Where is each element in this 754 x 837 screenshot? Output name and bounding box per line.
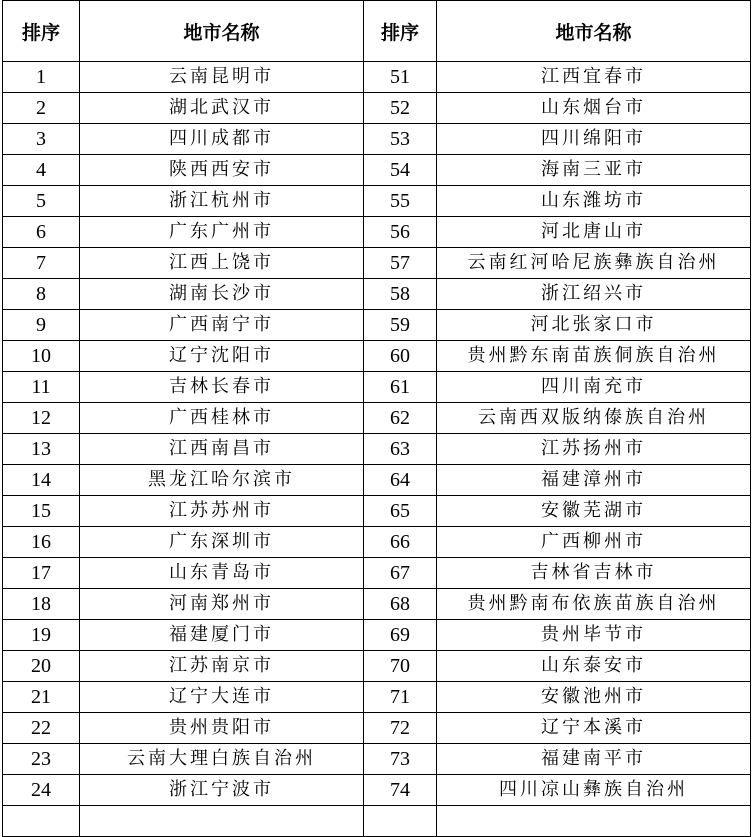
table-row xyxy=(3,372,751,403)
rank-header-right: 排序 xyxy=(364,1,437,62)
table-row xyxy=(3,155,751,186)
rank-cell-right: 69 xyxy=(364,620,437,651)
rank-cell-right: 62 xyxy=(364,403,437,434)
rank-cell-right: 51 xyxy=(364,62,437,93)
rank-cell-right: 67 xyxy=(364,558,437,589)
city-name-cell-left: 湖南长沙市 xyxy=(80,279,364,310)
table-row xyxy=(3,496,751,527)
table-row xyxy=(3,310,751,341)
city-name-cell-right: 安徽池州市 xyxy=(437,682,751,713)
city-name-cell-left: 浙江杭州市 xyxy=(80,186,364,217)
city-name-cell-left: 河南郑州市 xyxy=(80,589,364,620)
rank-header-left: 排序 xyxy=(3,1,80,62)
rank-cell-left: 18 xyxy=(3,589,80,620)
city-name-cell-right: 江苏扬州市 xyxy=(437,434,751,465)
rank-cell-left: 11 xyxy=(3,372,80,403)
table-row xyxy=(3,682,751,713)
rank-cell-right: 53 xyxy=(364,124,437,155)
rank-cell-right: 71 xyxy=(364,682,437,713)
rank-cell-left: 3 xyxy=(3,124,80,155)
city-name-cell-left: 云南昆明市 xyxy=(80,62,364,93)
rank-cell-right: 63 xyxy=(364,434,437,465)
city-ranking-table xyxy=(2,0,751,837)
rank-cell-left: 23 xyxy=(3,744,80,775)
city-name-cell-right: 贵州黔东南苗族侗族自治州 xyxy=(437,341,751,372)
city-name-cell-left: 吉林长春市 xyxy=(80,372,364,403)
rank-cell-right: 55 xyxy=(364,186,437,217)
table-row xyxy=(3,248,751,279)
rank-cell-left: 10 xyxy=(3,341,80,372)
city-name-cell-right: 四川南充市 xyxy=(437,372,751,403)
rank-cell-right: 66 xyxy=(364,527,437,558)
rank-cell-left: 14 xyxy=(3,465,80,496)
rank-cell-right: 61 xyxy=(364,372,437,403)
city-name-cell-right: 福建南平市 xyxy=(437,744,751,775)
city-name-cell-right: 海南三亚市 xyxy=(437,155,751,186)
city-name-cell-right: 安徽芜湖市 xyxy=(437,496,751,527)
city-name-cell-left: 辽宁大连市 xyxy=(80,682,364,713)
rank-cell-left: 24 xyxy=(3,775,80,806)
rank-cell-right: 65 xyxy=(364,496,437,527)
rank-cell-left: 5 xyxy=(3,186,80,217)
city-name-cell-right: 山东烟台市 xyxy=(437,93,751,124)
city-name-cell-left: 浙江宁波市 xyxy=(80,775,364,806)
city-name-cell-left: 云南大理白族自治州 xyxy=(80,744,364,775)
city-name-cell-left: 辽宁沈阳市 xyxy=(80,341,364,372)
rank-cell-left: 17 xyxy=(3,558,80,589)
empty-cell xyxy=(3,806,80,837)
empty-cell xyxy=(437,806,751,837)
city-name-cell-left: 湖北武汉市 xyxy=(80,93,364,124)
empty-cell xyxy=(80,806,364,837)
table-row xyxy=(3,558,751,589)
rank-cell-right: 60 xyxy=(364,341,437,372)
empty-cell xyxy=(364,806,437,837)
rank-cell-left: 9 xyxy=(3,310,80,341)
rank-cell-left: 21 xyxy=(3,682,80,713)
rank-cell-left: 6 xyxy=(3,217,80,248)
city-name-cell-right: 河北张家口市 xyxy=(437,310,751,341)
rank-cell-left: 1 xyxy=(3,62,80,93)
rank-cell-right: 64 xyxy=(364,465,437,496)
city-name-cell-left: 陕西西安市 xyxy=(80,155,364,186)
city-name-cell-left: 广西桂林市 xyxy=(80,403,364,434)
city-name-cell-left: 江西上饶市 xyxy=(80,248,364,279)
rank-cell-right: 54 xyxy=(364,155,437,186)
city-name-cell-left: 广东深圳市 xyxy=(80,527,364,558)
rank-cell-right: 58 xyxy=(364,279,437,310)
rank-cell-right: 56 xyxy=(364,217,437,248)
table-row xyxy=(3,93,751,124)
table-row xyxy=(3,744,751,775)
city-name-cell-right: 山东潍坊市 xyxy=(437,186,751,217)
city-name-cell-right: 云南西双版纳傣族自治州 xyxy=(437,403,751,434)
table-row xyxy=(3,124,751,155)
city-name-cell-left: 江苏苏州市 xyxy=(80,496,364,527)
city-name-cell-right: 福建漳州市 xyxy=(437,465,751,496)
city-name-cell-left: 四川成都市 xyxy=(80,124,364,155)
header-row xyxy=(3,1,751,62)
city-name-cell-right: 浙江绍兴市 xyxy=(437,279,751,310)
rank-cell-left: 15 xyxy=(3,496,80,527)
city-name-cell-right: 云南红河哈尼族彝族自治州 xyxy=(437,248,751,279)
table-row xyxy=(3,186,751,217)
table-header xyxy=(3,1,751,62)
table-row xyxy=(3,713,751,744)
table-row xyxy=(3,527,751,558)
city-name-cell-left: 黑龙江哈尔滨市 xyxy=(80,465,364,496)
rank-cell-left: 22 xyxy=(3,713,80,744)
table-row xyxy=(3,620,751,651)
city-name-header-left: 地市名称 xyxy=(80,1,364,62)
city-name-cell-right: 山东泰安市 xyxy=(437,651,751,682)
table-row xyxy=(3,434,751,465)
city-name-cell-left: 山东青岛市 xyxy=(80,558,364,589)
city-name-cell-right: 四川凉山彝族自治州 xyxy=(437,775,751,806)
rank-cell-right: 73 xyxy=(364,744,437,775)
city-name-cell-left: 广东广州市 xyxy=(80,217,364,248)
city-name-cell-left: 贵州贵阳市 xyxy=(80,713,364,744)
table-body xyxy=(3,62,751,837)
city-name-cell-right: 贵州黔南布依族苗族自治州 xyxy=(437,589,751,620)
table-row xyxy=(3,589,751,620)
city-name-cell-right: 河北唐山市 xyxy=(437,217,751,248)
city-name-cell-left: 江苏南京市 xyxy=(80,651,364,682)
table-row xyxy=(3,279,751,310)
rank-cell-left: 8 xyxy=(3,279,80,310)
table-row xyxy=(3,62,751,93)
city-name-header-right: 地市名称 xyxy=(437,1,751,62)
rank-cell-left: 13 xyxy=(3,434,80,465)
table-row xyxy=(3,651,751,682)
rank-cell-left: 4 xyxy=(3,155,80,186)
rank-cell-left: 19 xyxy=(3,620,80,651)
city-name-cell-left: 福建厦门市 xyxy=(80,620,364,651)
city-name-cell-right: 江西宜春市 xyxy=(437,62,751,93)
city-name-cell-left: 广西南宁市 xyxy=(80,310,364,341)
city-name-cell-right: 吉林省吉林市 xyxy=(437,558,751,589)
city-name-cell-right: 广西柳州市 xyxy=(437,527,751,558)
rank-cell-right: 59 xyxy=(364,310,437,341)
rank-cell-left: 16 xyxy=(3,527,80,558)
city-name-cell-right: 四川绵阳市 xyxy=(437,124,751,155)
rank-cell-left: 20 xyxy=(3,651,80,682)
rank-cell-right: 52 xyxy=(364,93,437,124)
rank-cell-left: 7 xyxy=(3,248,80,279)
city-name-cell-right: 贵州毕节市 xyxy=(437,620,751,651)
table-row xyxy=(3,403,751,434)
rank-cell-left: 12 xyxy=(3,403,80,434)
table-row xyxy=(3,217,751,248)
table-row xyxy=(3,341,751,372)
rank-cell-right: 68 xyxy=(364,589,437,620)
city-name-cell-left: 江西南昌市 xyxy=(80,434,364,465)
rank-cell-right: 74 xyxy=(364,775,437,806)
table-row xyxy=(3,775,751,806)
rank-cell-left: 2 xyxy=(3,93,80,124)
table-row-partial xyxy=(3,806,751,837)
city-name-cell-right: 辽宁本溪市 xyxy=(437,713,751,744)
rank-cell-right: 70 xyxy=(364,651,437,682)
rank-cell-right: 72 xyxy=(364,713,437,744)
rank-cell-right: 57 xyxy=(364,248,437,279)
table-row xyxy=(3,465,751,496)
